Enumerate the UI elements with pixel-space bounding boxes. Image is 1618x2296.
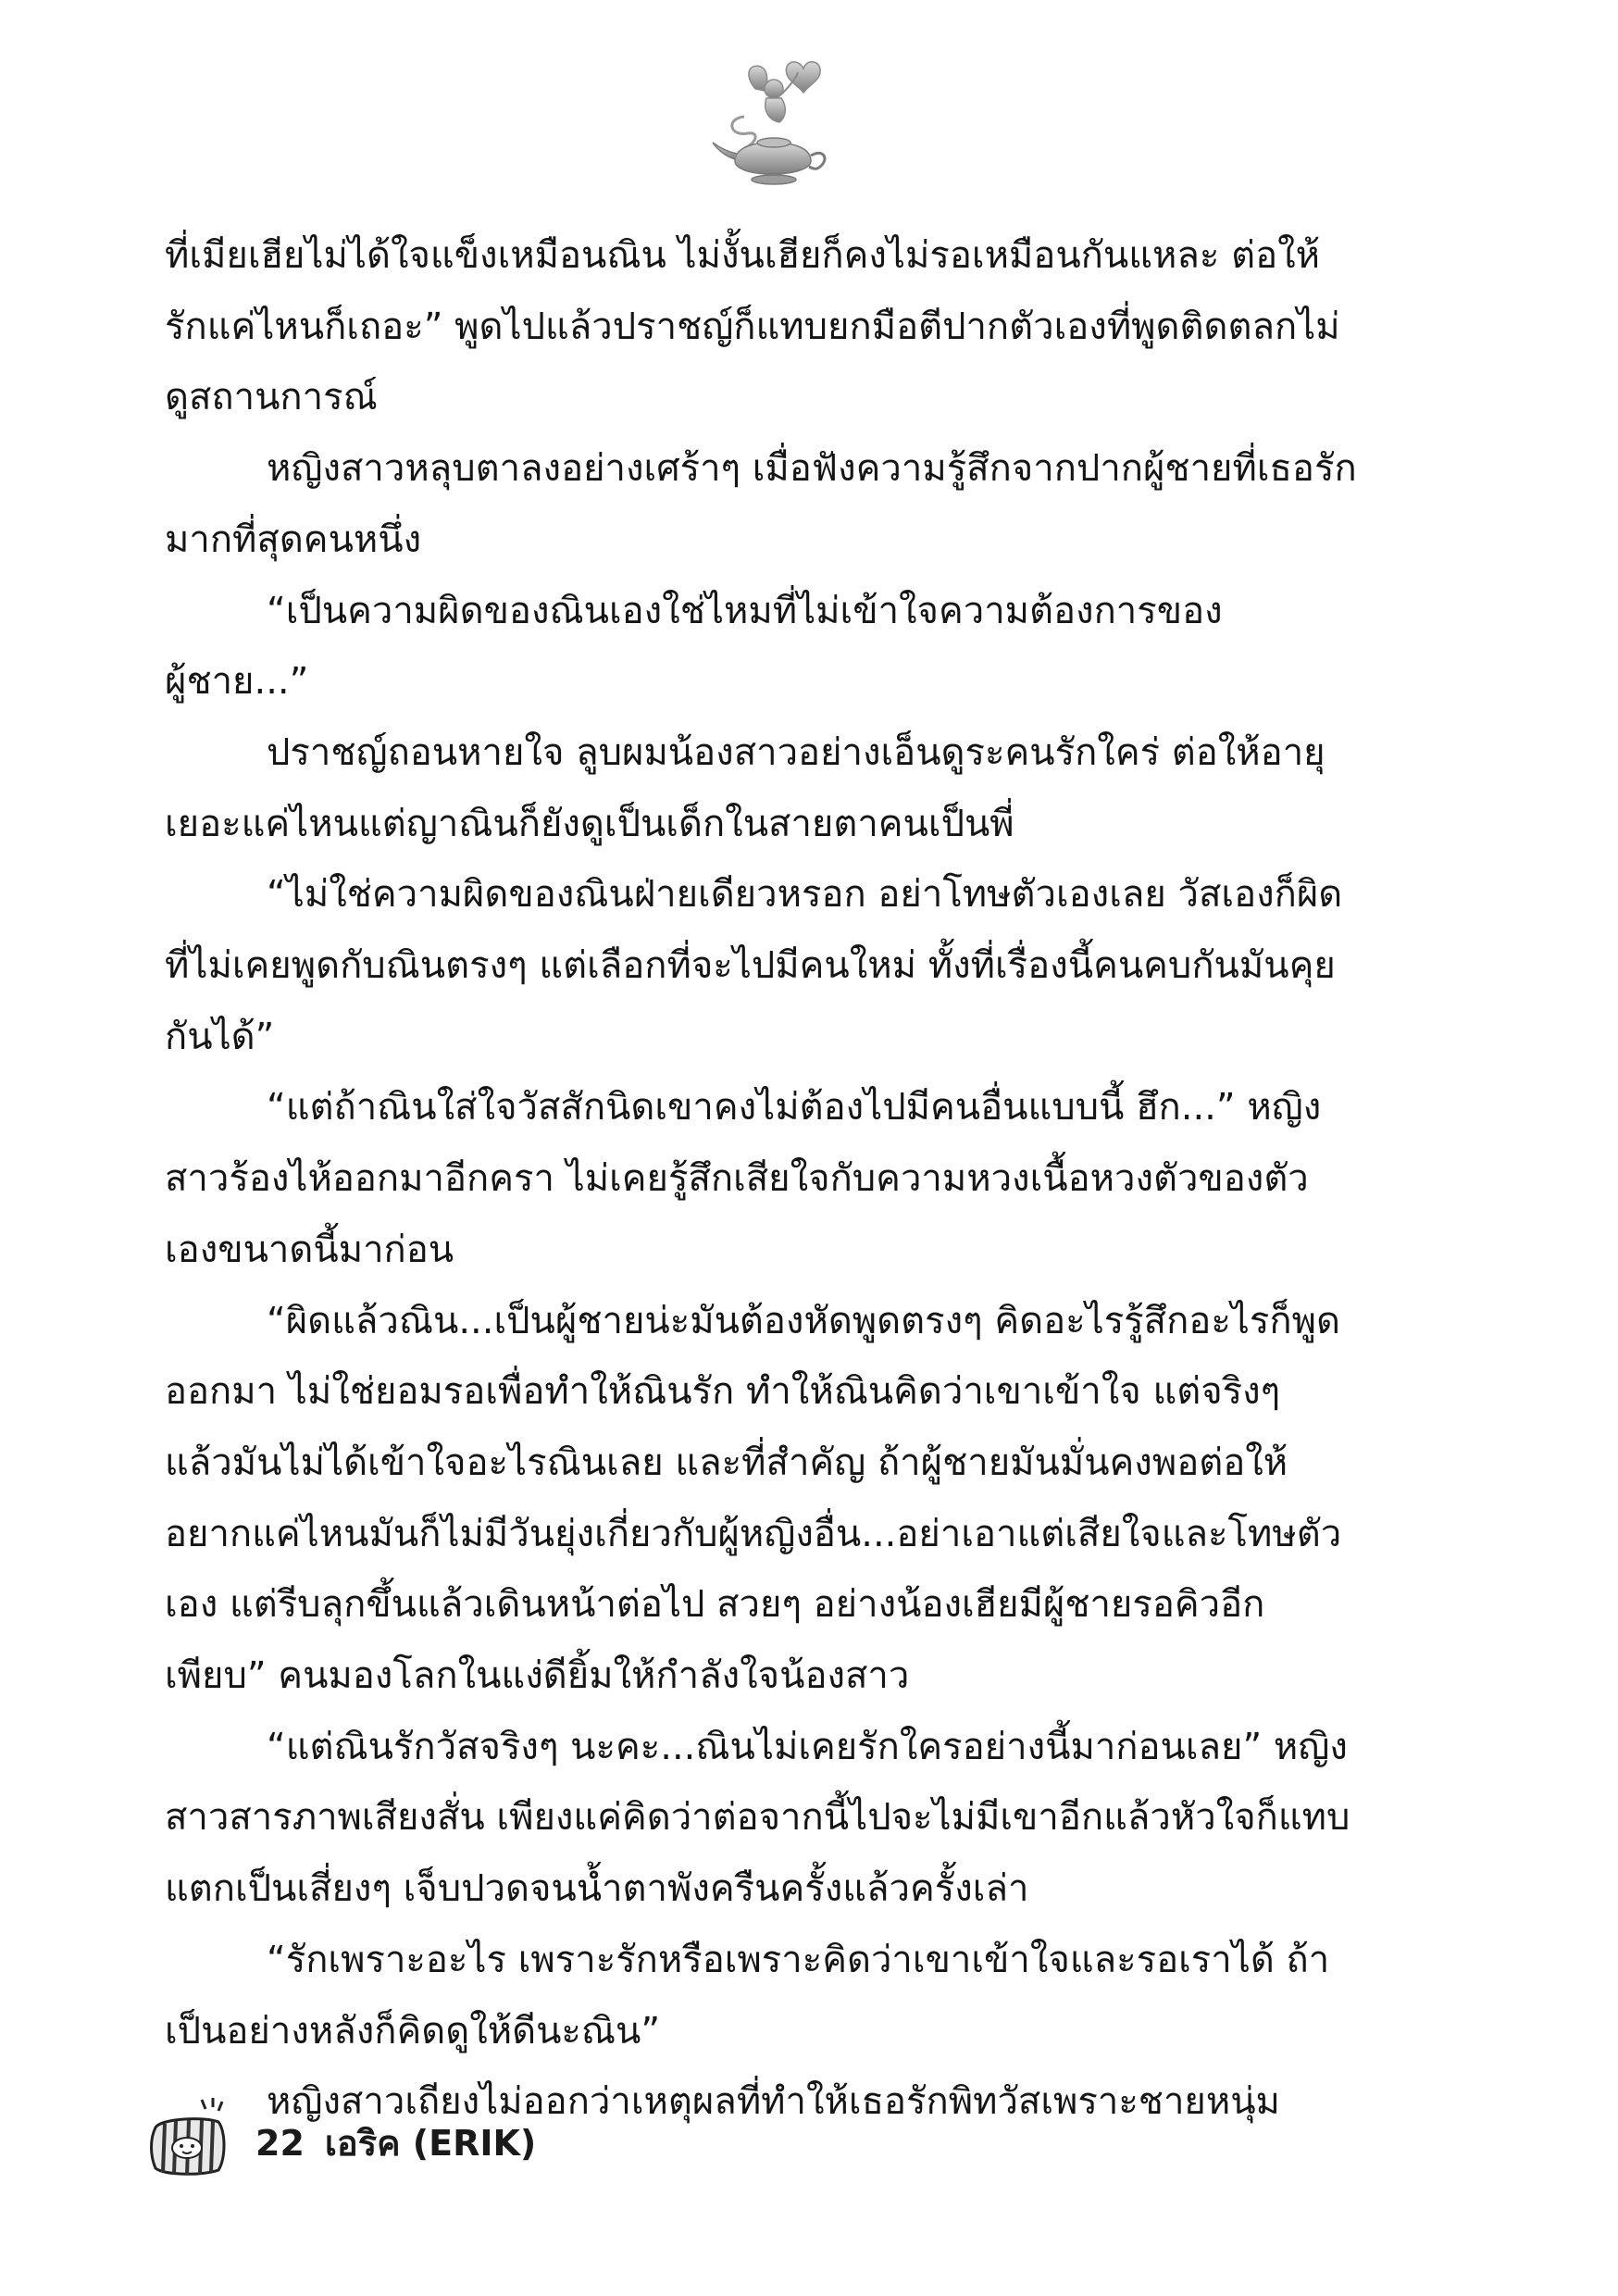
paragraph: ปราชญ์ถอนหายใจ ลูบผมน้องสาวอย่างเอ็นดูระคนรักใคร่ ต่อให้อายุเยอะแค่ไหนแต่ญาณินก็ยังดูเป็นเด็กในสายตาคนเป็นพี่	[165, 730, 1326, 845]
paragraph: ที่เมียเฮียไม่ได้ใจแข็งเหมือนณิน ไม่งั้นเฮียก็คงไม่รอเหมือนกันแหละ ต่อให้รักแค่ไหนก็เถอะ” พูดไปแล้วปราชญ์ก็แทบยกมือตีปากตัวเองที่พูดติดตลกไม่ดูสถานการณ์	[165, 234, 1340, 419]
paragraph: “ไม่ใช่ความผิดของณินฝ่ายเดียวหรอก อย่าโทษตัวเองเลย วัสเองก็ผิดที่ไม่เคยพูดกับณินตรงๆ แต่เลือกที่จะไปมีคนใหม่ ทั้งที่เรื่องนี้คนคบกันมันคุยกันได้”	[165, 873, 1343, 1058]
book-title: เอริค (ERIK)	[324, 2123, 537, 2164]
paragraph: “เป็นความผิดของณินเองใช่ไหมที่ไม่เข้าใจความต้องการของผู้ชาย...”	[165, 589, 1223, 704]
page-number: 22	[255, 2123, 305, 2164]
footer-label	[255, 2115, 556, 2171]
paragraph: หญิงสาวหลุบตาลงอย่างเศร้าๆ เมื่อฟังความรู้สึกจากปากผู้ชายที่เธอรักมากที่สุดคนหนึ่ง	[165, 447, 1357, 561]
page-footer	[148, 2094, 796, 2177]
body-text	[165, 220, 1359, 2138]
paragraph: หญิงสาวเถียงไม่ออกว่าเหตุผลที่ทำให้เธอรักพิทวัสเพราะชายหนุ่ม	[267, 2080, 1280, 2124]
paragraph: “แต่ณินรักวัสจริงๆ นะคะ...ณินไม่เคยรักใครอย่างนี้มาก่อนเลย” หญิงสาวสารภาพเสียงสั่น เพียงแค่คิดว่าต่อจากนี้ไปจะไม่มีเขาอีกแล้วหัวใจก็แทบแตกเป็นเสี่ยงๆ เจ็บปวดจนน้ำตาพังครืนครั้งแล้วครั้งเล่า	[165, 1725, 1350, 1911]
paragraph: “ผิดแล้วณิน...เป็นผู้ชายน่ะมันต้องหัดพูดตรงๆ คิดอะไรรู้สึกอะไรก็พูดออกมา ไม่ใช่ยอมรอเพื่อทำให้ณินรัก ทำให้ณินคิดว่าเขาเข้าใจ แต่จริงๆ แล้วมันไม่ได้เข้าใจอะไรณินเลย และที่สำคัญ ถ้าผู้ชายมันมั่นคงพอต่อให้อยากแค่ไหนมันก็ไม่มีวันยุ่งเกี่ยวกับผู้หญิงอื่น...อย่าเอาแต่เสียใจและโทษตัวเอง แต่รีบลุกขึ้นแล้วเดินหน้าต่อไป สวยๆ อย่างน้องเฮียมีผู้ชายรอคิวอีกเพียบ” คนมองโลกในแง่ดียิ้มให้กำลังใจน้องสาว	[165, 1299, 1342, 1698]
paragraph: “แต่ถ้าณินใส่ใจวัสสักนิดเขาคงไม่ต้องไปมีคนอื่นแบบนี้ ฮึก...” หญิงสาวร้องไห้ออกมาอีกครา ไม่เคยรู้สึกเสียใจกับความหวงเนื้อหวงตัวของตัวเองขนาดนี้มาก่อน	[165, 1086, 1322, 1271]
striped-pillow-icon	[148, 2094, 241, 2177]
paragraph: “รักเพราะอะไร เพราะรักหรือเพราะคิดว่าเขาเข้าใจและรอเราได้ ถ้าเป็นอย่างหลังก็คิดดูให้ดีนะณิน”	[165, 1938, 1330, 2053]
cupid-teapot-ornament-icon	[707, 52, 837, 191]
